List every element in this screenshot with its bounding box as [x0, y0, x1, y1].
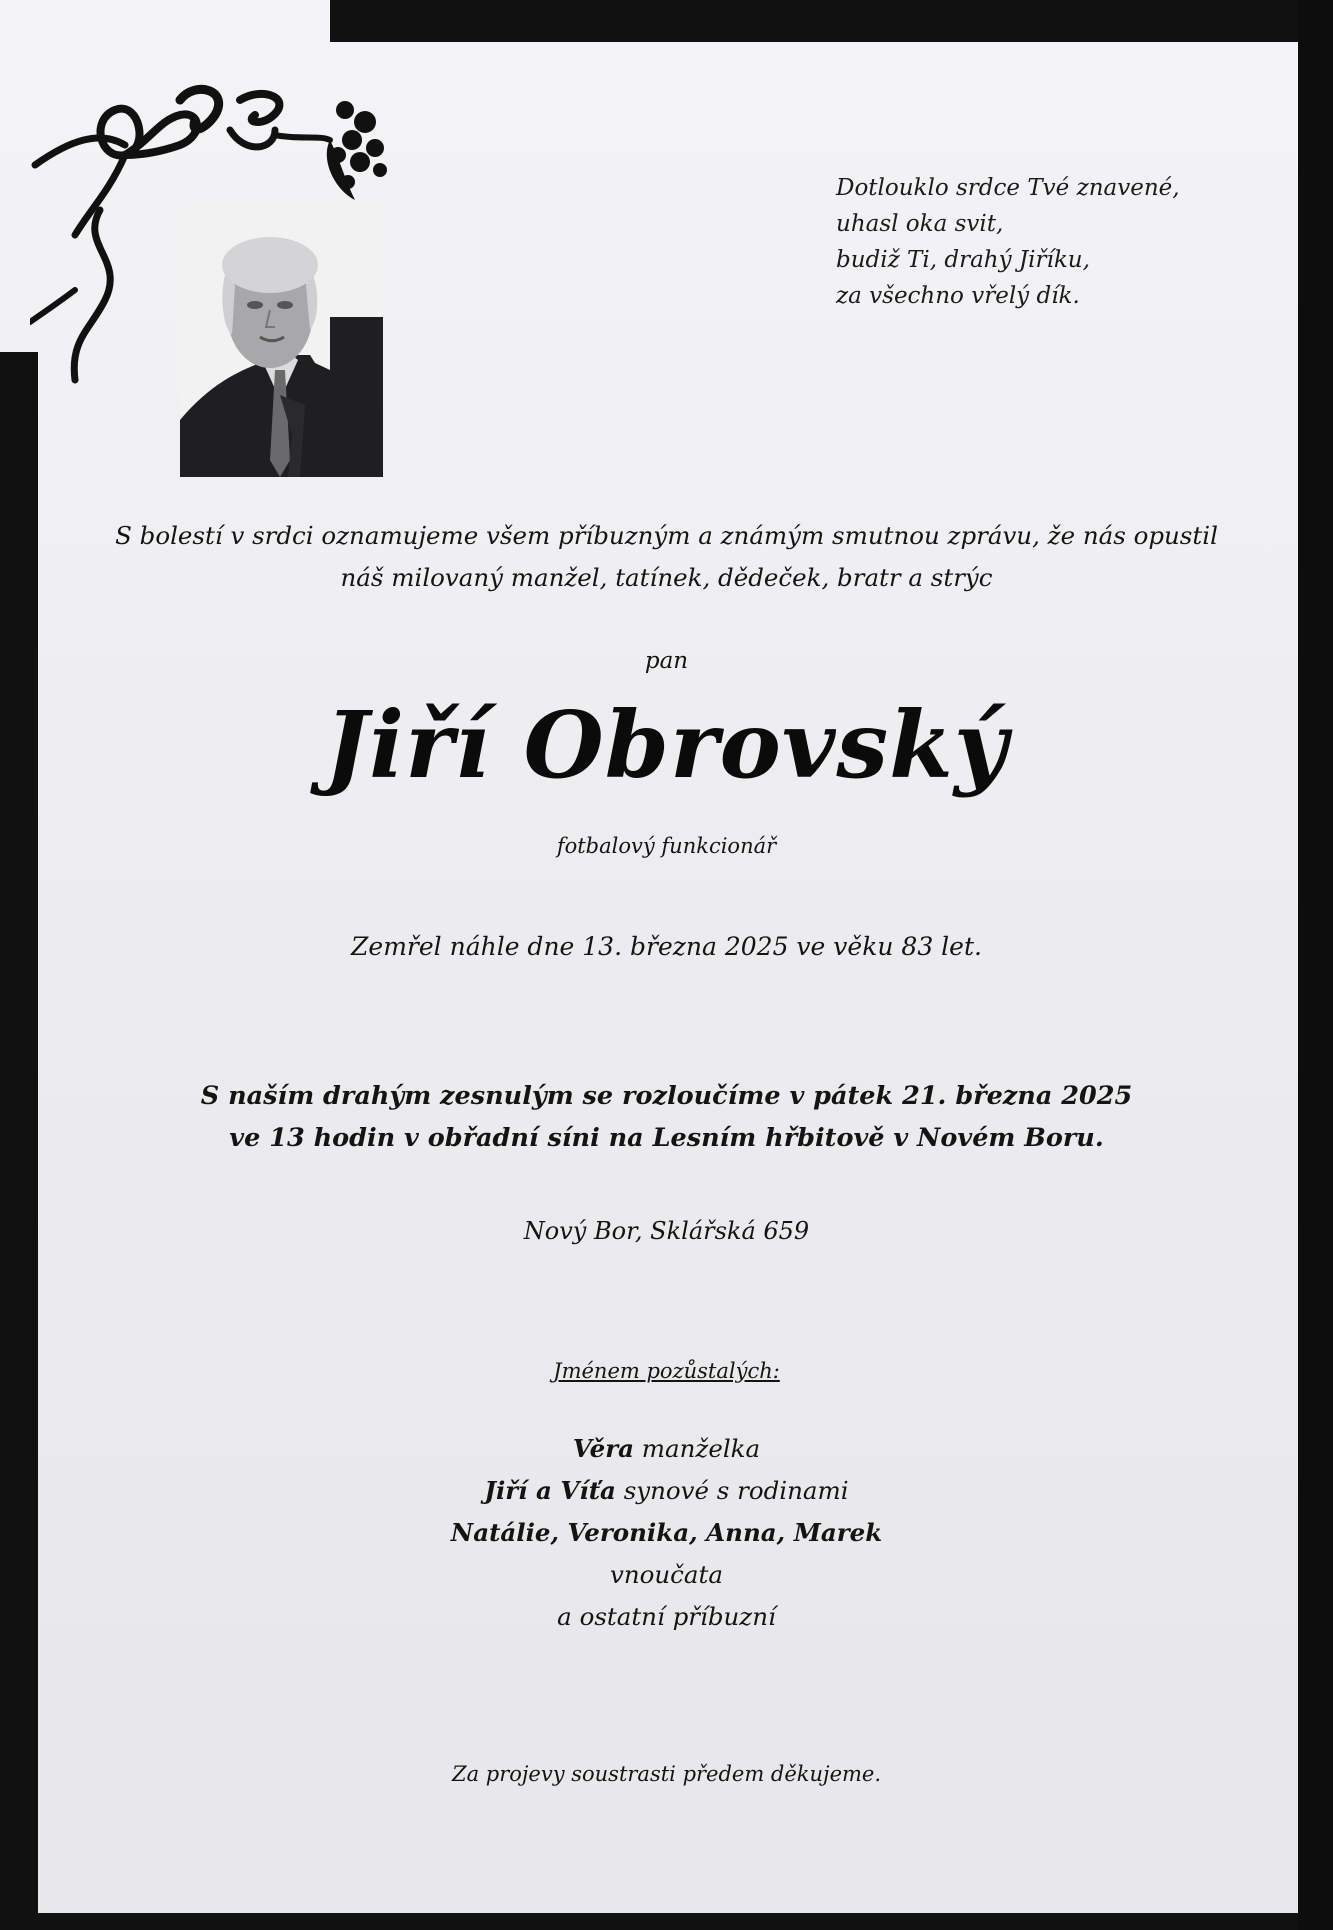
portrait-photo: [180, 205, 383, 477]
verse-line: budiž Ti, drahý Jiříku,: [836, 247, 1090, 273]
survivor-relation: vnoučata: [610, 1560, 723, 1589]
deceased-name: Jiří Obrovský: [324, 691, 1009, 799]
survivors-heading-text: Jménem pozůstalých:: [553, 1359, 780, 1383]
death-notice: Zemřel náhle dne 13. března 2025 ve věku 83 let.: [351, 932, 982, 961]
survivors-list: [0, 1428, 1333, 1638]
deceased-role: fotbalový funkcionář: [556, 834, 777, 858]
address: Nový Bor, Sklářská 659: [523, 1217, 810, 1245]
survivor-line: [0, 1554, 1333, 1596]
memorial-verse: [836, 170, 1256, 314]
mourning-border-top: [330, 0, 1298, 42]
ceremony-line: ve 13 hodin v obřadní síni na Lesním hřbitově v Novém Boru.: [229, 1123, 1104, 1153]
ceremony-details: [0, 1075, 1333, 1159]
verse-line: Dotlouklo srdce Tvé znavené,: [836, 175, 1180, 201]
survivor-relation: a ostatní příbuzní: [557, 1602, 776, 1631]
verse-line: za všechno vřelý dík.: [836, 283, 1080, 309]
honorific: pan: [644, 648, 689, 674]
survivor-line: [0, 1596, 1333, 1638]
survivor-line: [0, 1470, 1333, 1512]
survivor-relation: manželka: [641, 1434, 761, 1463]
survivor-relation: synové s rodinami: [623, 1476, 849, 1505]
survivor-name: Věra: [572, 1434, 634, 1463]
mourning-border-bottom: [38, 1913, 1298, 1930]
ceremony-line: S naším drahým zesnulým se rozloučíme v pátek 21. března 2025: [200, 1081, 1133, 1111]
survivors-heading: [0, 1359, 1333, 1383]
thanks-note: Za projevy soustrasti předem děkujeme.: [451, 1762, 882, 1786]
announcement-intro: [0, 515, 1333, 599]
intro-line: S bolestí v srdci oznamujeme všem příbuzným a známým smutnou zprávu, že nás opustil: [115, 521, 1218, 550]
intro-line: náš milovaný manžel, tatínek, dědeček, bratr a strýc: [340, 563, 993, 592]
survivor-name: Jiří a Víťa: [484, 1476, 616, 1505]
mourning-border-right: [1298, 0, 1333, 1930]
survivor-name: Natálie, Veronika, Anna, Marek: [450, 1518, 883, 1547]
verse-line: uhasl oka svit,: [836, 211, 1004, 237]
survivor-line: [0, 1428, 1333, 1470]
survivor-line: [0, 1512, 1333, 1554]
